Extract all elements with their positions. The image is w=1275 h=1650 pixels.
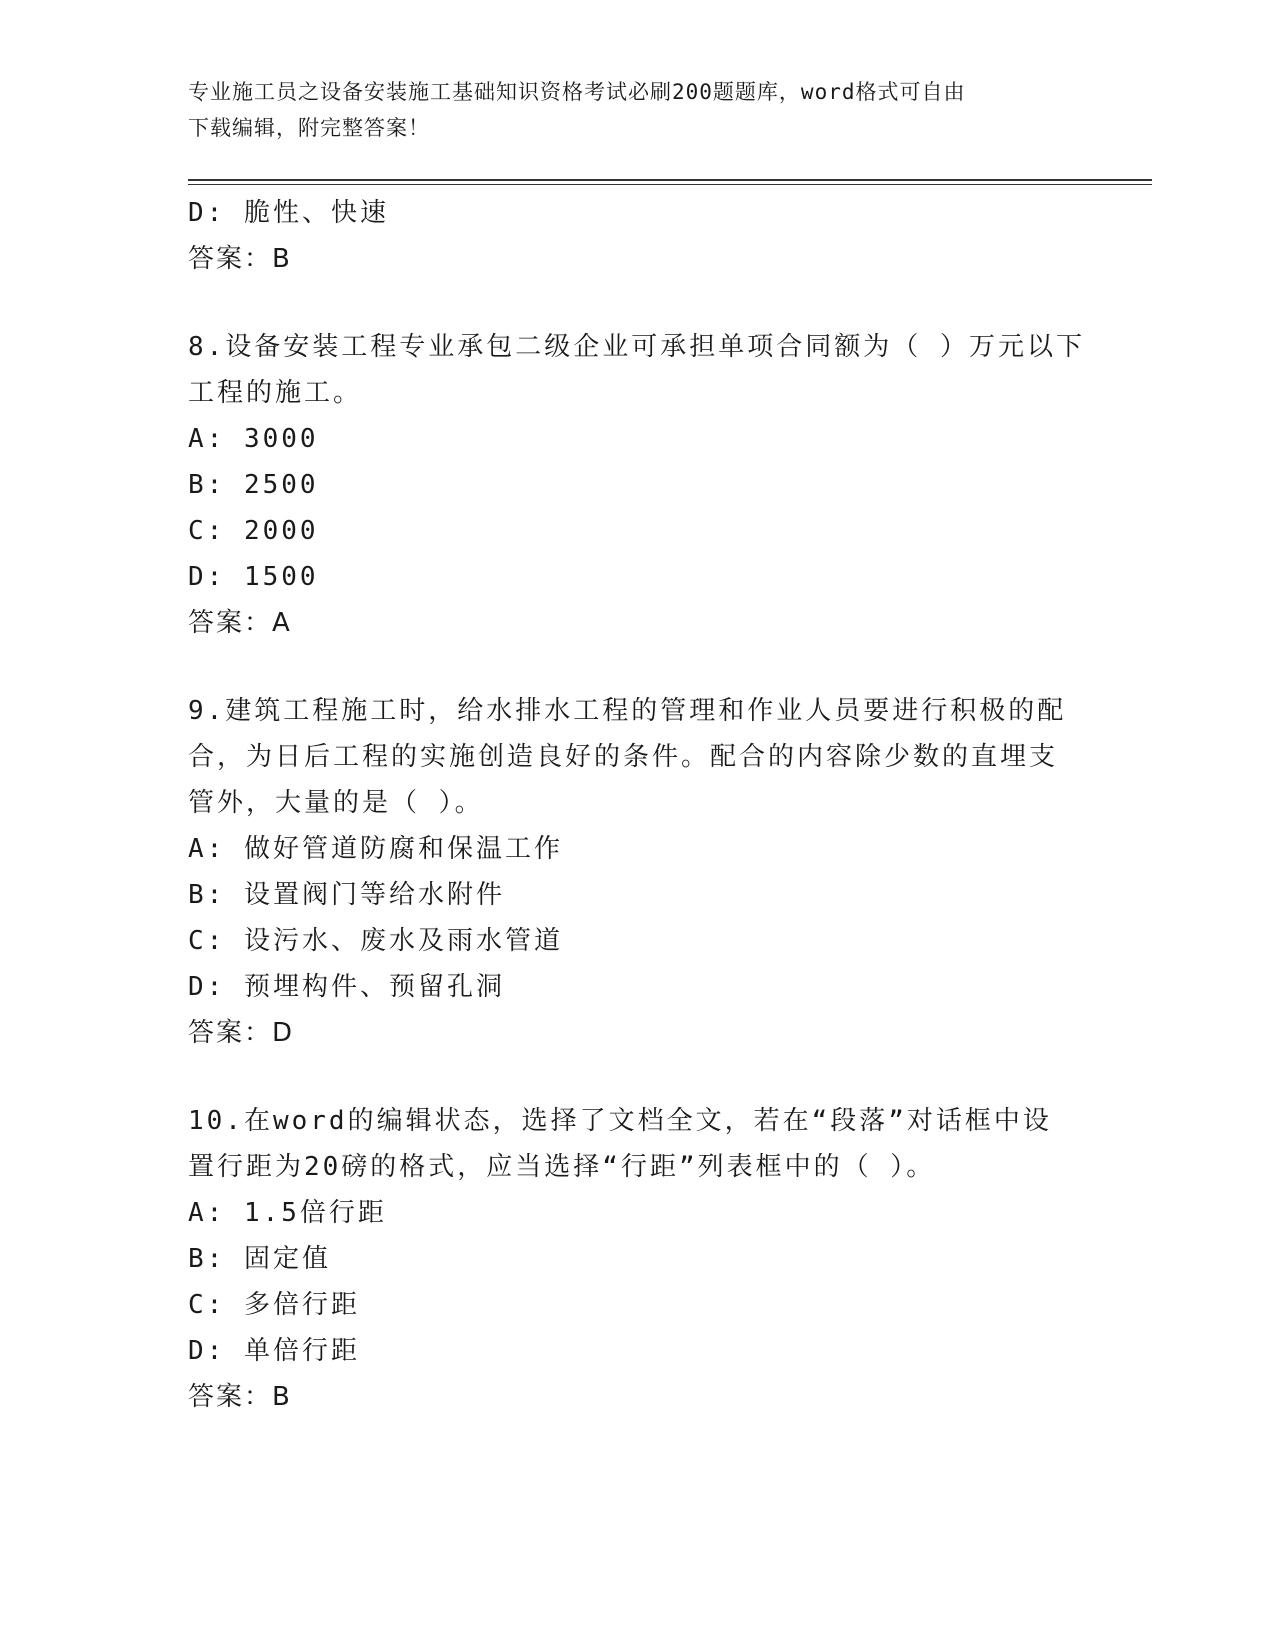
option-c: C: 2000: [188, 516, 319, 546]
option-c: C: 设污水、废水及雨水管道: [188, 926, 563, 956]
page-header: [188, 74, 1088, 146]
option-d: D: 单倍行距: [188, 1336, 360, 1366]
option-a: A: 做好管道防腐和保温工作: [188, 834, 563, 864]
previous-question-tail: [188, 190, 1088, 282]
question-text-line: 9.建筑工程施工时，给水排水工程的管理和作业人员要进行积极的配: [188, 696, 1067, 726]
option-b: B: 设置阀门等给水附件: [188, 880, 505, 910]
header-rule-thick: [188, 179, 1152, 181]
spacer: [188, 646, 1088, 688]
option-a: A: 1.5倍行距: [188, 1198, 387, 1228]
question-text-line: 置行距为20磅的格式，应当选择“行距”列表框中的（ ）。: [188, 1152, 936, 1182]
answer: 答案：D: [188, 1018, 295, 1048]
option-b: B: 2500: [188, 470, 319, 500]
option-b: B: 固定值: [188, 1244, 331, 1274]
option-d: D: 1500: [188, 562, 319, 592]
header-rule-thin: [188, 184, 1152, 185]
option-c: C: 多倍行距: [188, 1290, 360, 1320]
option-a: A: 3000: [188, 424, 319, 454]
option-d: D: 预埋构件、预留孔洞: [188, 972, 505, 1002]
spacer: [188, 282, 1088, 324]
answer: 答案：A: [188, 608, 292, 638]
question-text-line: 10.在word的编辑状态，选择了文档全文，若在“段落”对话框中设: [188, 1106, 1052, 1136]
answer: 答案：B: [188, 244, 292, 274]
header-line-1: 专业施工员之设备安装施工基础知识资格考试必刷200题题库，word格式可自由: [188, 80, 966, 104]
question-8: [188, 324, 1088, 646]
question-text-line: 工程的施工。: [188, 378, 363, 408]
question-content: [188, 190, 1088, 1420]
answer: 答案：B: [188, 1382, 292, 1412]
question-text-line: 管外，大量的是（ ）。: [188, 788, 484, 818]
spacer: [188, 1056, 1088, 1098]
question-9: [188, 688, 1088, 1056]
question-text-line: 8.设备安装工程专业承包二级企业可承担单项合同额为（ ）万元以下: [188, 332, 1085, 362]
option-d: D: 脆性、快速: [188, 198, 389, 228]
question-text-line: 合，为日后工程的实施创造良好的条件。配合的内容除少数的直埋支: [188, 742, 1059, 772]
header-line-2: 下载编辑，附完整答案！: [188, 116, 430, 140]
question-10: [188, 1098, 1088, 1420]
